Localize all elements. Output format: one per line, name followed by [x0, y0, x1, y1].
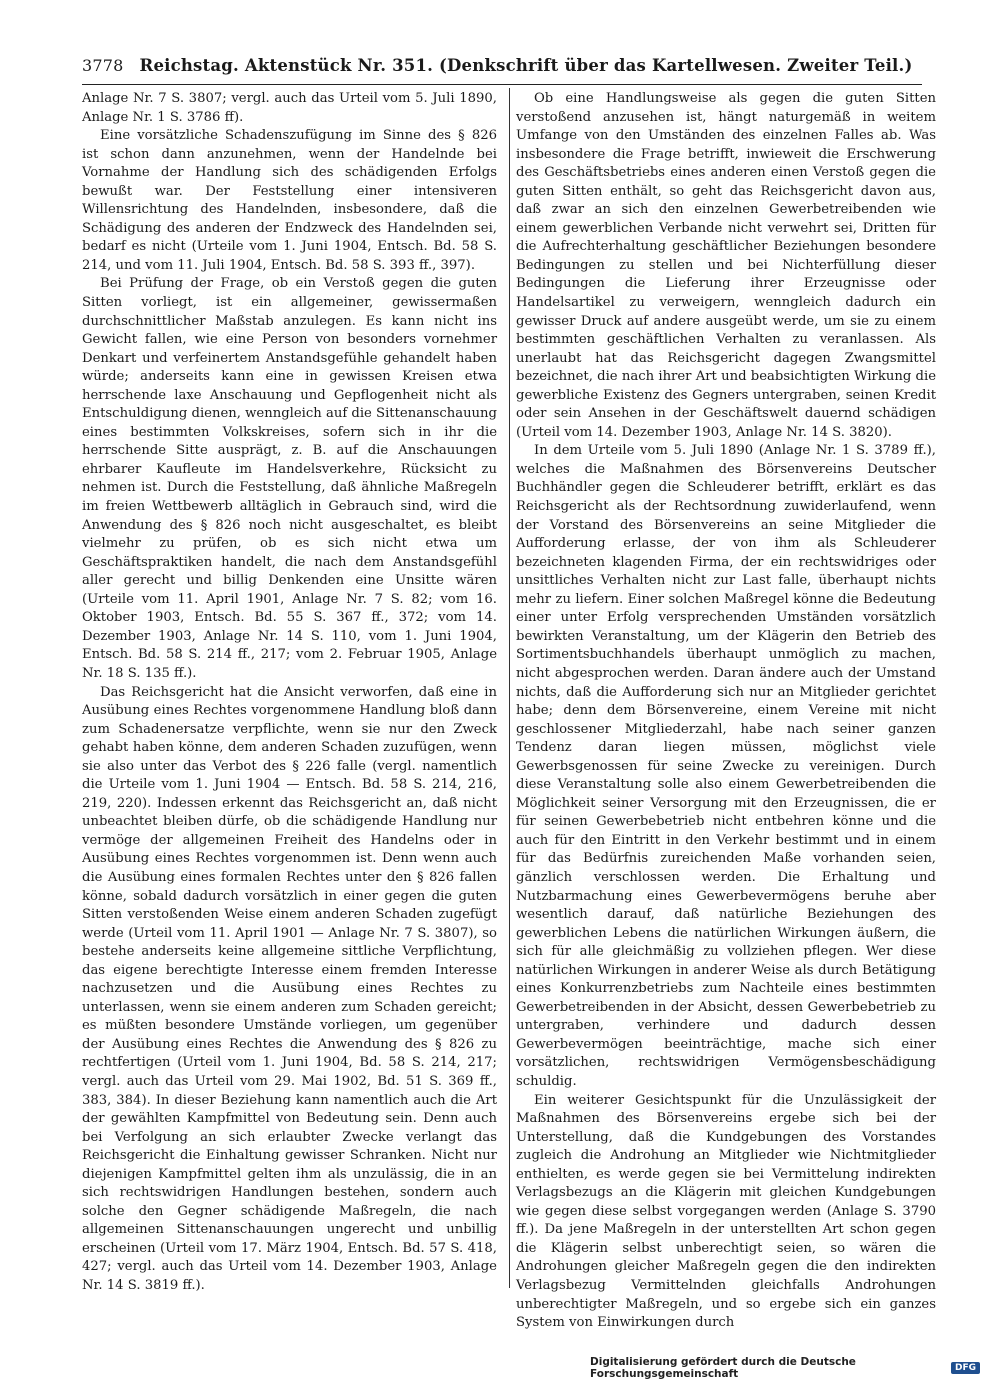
paragraph: Ob eine Handlungsweise als gegen die guten Sitten verstoßend anzusehen ist, hängt naturgemäß in weitem Umfange von den Umständen des einzelnen Falles ab. Was insbesondere die Frage betrifft, inwieweit die Erschwerung des Geschäftsbetriebs eines anderen einen Verstoß gegen die guten Sitten enthält, so geht das Reichsgericht davon aus, daß zwar an sich den einzelnen Gewerbetreibenden wie einem gewerblichen Verbande nicht verwehrt sei, Dritten für die Aufrechterhaltung geschäftlicher Beziehungen besondere Bedingungen zu stellen und bei Nichterfüllung dieser Bedingungen die Lieferung ihrer Erzeugnisse oder Handelsartikel zu verweigern, wenngleich dadurch ein gewisser Druck auf andere ausgeübt werde, um sie zu einem bestimmten geschäftlichen Verhalten zu veranlassen. Als unerlaubt hat das Reichsgericht dagegen Zwangsmittel bezeichnet, die nach ihrer Art und beabsichtigten Wirkung die gewerbliche Existenz des Gegners untergraben, seinen Kredit oder sein Ansehen in der Geschäftswelt dauernd schädigen (Urteil vom 14. Dezember 1903, Anlage Nr. 14 S. 3820).	[516, 91, 936, 440]
paragraph: In dem Urteile vom 5. Juli 1890 (Anlage Nr. 1 S. 3789 ff.), welches die Maßnahmen des Börsenvereins Deutscher Buchhändler gegen die Schleuderer betrifft, erklärt es das Reichsgericht als der Rechtsordnung zuwiderlaufend, wenn der Vorstand des Börsenvereins an seine Mitglieder die Aufforderung erlasse, der von ihm als Schleuderer bezeichneten klagenden Firma, der ein rechtswidriges oder unsittliches Verhalten nicht zur Last falle, überhaupt nichts mehr zu liefern. Einer solchen Maßregel könne die Bedeutung einer unter Erfolg versprechenden Umständen vorsätzlich bewirkten Veranstaltung, um der Klägerin den Betrieb des Sortimentsbuchhandels überhaupt unmöglich zu machen, nicht abgesprochen werden. Daran ändere auch der Umstand nichts, daß die Aufforderung sich nur an Mitglieder gerichtet habe; denn dem Börsenvereine, einem Vereine mit nicht geschlossener Mitgliederzahl, habe nach seiner ganzen Tendenz daran liegen müssen, möglichst viele Gewerbsgenossen für seine Zwecke zu vereinigen. Durch diese Veranstaltung solle also einem Gewerbetreibenden die Möglichkeit seiner Versorgung mit den Erzeugnissen, die er für seinen Gewerbebetrieb nicht entbehren könne und die auch für den Eintritt in den Verkehr bestimmt und in einem für das Bedürfnis zureichenden Maße vorhanden seien, gänzlich verschlossen werden. Die Erhaltung und Nutzbarmachung eines Gewerbevermögens beruhe aber wesentlich darauf, daß natürliche Beziehungen des gewerblichen Lebens die natürlichen Wirkungen äußern, die sich für alle gleichmäßig zu vollziehen pflegen. Wer diese natürlichen Wirkungen in anderer Weise als durch Betätigung eines Konkurrenzbetriebs zum Nachteile eines bestimmten Gewerbetreibenden in der Absicht, dessen Gewerbebetrieb zu untergraben, verhindere und dadurch dessen Gewerbevermögen beeinträchtige, mache sich einer vorsätzlichen, rechtswidrigen Vermögensbeschädigung schuldig.	[516, 443, 936, 1089]
page-title: Reichstag. Aktenstück Nr. 351. (Denkschrift über das Kartellwesen. Zweiter Teil.)	[139, 56, 913, 75]
left-column	[82, 90, 497, 1296]
right-column	[516, 90, 936, 1333]
header-rule	[82, 84, 922, 85]
funding-footer	[590, 1356, 980, 1380]
paragraph: Eine vorsätzliche Schadenszufügung im Sinne des § 826 ist schon dann anzunehmen, wenn der Handelnde bei Vornahme der Handlung sich des schädigenden Erfolgs bewußt war. Der Feststellung einer intensiveren Willensrichtung des Handelnden, insbesondere, daß die Schädigung des anderen der Endzweck des Handelnden sei, bedarf es nicht (Urteile vom 1. Juni 1904, Entsch. Bd. 58 S. 214, und vom 11. Juli 1904, Entsch. Bd. 58 S. 393 ff., 397).	[82, 128, 497, 273]
paragraph: Das Reichsgericht hat die Ansicht verworfen, daß eine in Ausübung eines Rechtes vorgenommene Handlung bloß dann zum Schadenersatze verpflichte, wenn sie nur den Zweck gehabt haben könne, dem anderen Schaden zuzufügen, wenn sie also unter das Verbot des § 226 falle (vergl. namentlich die Urteile vom 1. Juni 1904 — Entsch. Bd. 58 S. 214, 216, 219, 220). Indessen erkennt das Reichsgericht an, daß nicht unbeachtet bleiben dürfe, ob die schädigende Handlung nur vermöge der allgemeinen Freiheit des Handelns oder in Ausübung eines Rechtes vorgenommen ist. Denn wenn auch die Ausübung eines formalen Rechtes unter den § 826 fallen könne, sobald dadurch vorsätzlich in einer gegen die guten Sitten verstoßenden Weise einem anderen Schaden zugefügt werde (Urteil vom 11. April 1901 — Anlage Nr. 7 S. 3807), so bestehe anderseits keine allgemeine sittliche Verpflichtung, das eigene berechtigte Interesse einem fremden Interesse nachzusetzen und die Ausübung eines Rechtes zu unterlassen, wenn sie einem anderen zum Schaden gereicht; es müßten besondere Umstände vorliegen, um gegenüber der Ausübung eines Rechtes die Anwendung des § 826 zu rechtfertigen (Urteil vom 1. Juni 1904, Bd. 58 S. 214, 217; vergl. auch das Urteil vom 29. Mai 1902, Bd. 51 S. 369 ff., 383, 384). In dieser Beziehung kann namentlich auch die Art der gewählten Kampfmittel von Bedeutung sein. Denn auch bei Verfolgung an sich erlaubter Zwecke verlangt das Reichsgericht die Einhaltung gewisser Schranken. Nicht nur diejenigen Kampfmittel gelten ihm als unzulässig, die in an sich rechtswidrigen Handlungen bestehen, sondern auch solche den Gegner schädigende Maßregeln, die nach allgemeinen Sittenanschauungen ungerecht und unbillig erscheinen (Urteil vom 17. März 1904, Entsch. Bd. 57 S. 418, 427; vergl. auch das Urteil vom 14. Dezember 1903, Anlage Nr. 14 S. 3819 ff.).	[82, 684, 497, 1293]
column-divider	[509, 88, 510, 1288]
paragraph: Anlage Nr. 7 S. 3807; vergl. auch das Urteil vom 5. Juli 1890, Anlage Nr. 1 S. 3786 ff).	[82, 91, 497, 125]
paragraph: Ein weiterer Gesichtspunkt für die Unzulässigkeit der Maßnahmen des Börsenvereins ergebe sich bei der Unterstellung, daß die Kundgebungen des Vorstandes zugleich die Androhung an Mitglieder wie Nichtmitglieder enthielten, es werde gegen sie bei Vermittelung indirekten Verlagsbezugs an die Klägerin mit gleichen Kundgebungen wie gegen diese selbst vorgegangen werden (Anlage S. 3790 ff.). Da jene Maßregeln in der unterstellten Art schon gegen die Klägerin selbst unberechtigt seien, so wären die Androhungen gleicher Maßregeln gegen die den indirekten Verlagsbezug Vermittelnden gleichfalls Androhungen unberechtigter Maßregeln, und so ergebe sich ein ganzes System von Einwirkungen durch	[516, 1092, 936, 1331]
paragraph: Bei Prüfung der Frage, ob ein Verstoß gegen die guten Sitten vorliegt, ist ein allgemeiner, gewissermaßen durchschnittlicher Maßstab anzulegen. Es kann nicht ins Gewicht fallen, wie eine Person von besonders vornehmer Denkart und verfeinertem Anstandsgefühle gehandelt haben würde; anderseits kann eine in gewissen Kreisen etwa herrschende laxe Anschauung und Gepflogenheit nicht als Entschuldigung dienen, wenngleich auf die Sittenanschauung eines bestimmten Volkskreises, sofern sich in ihr die herrschende Sitte ausprägt, z. B. auf die Anschauungen ehrbarer Kaufleute im Handelsverkehre, Rücksicht zu nehmen ist. Durch die Feststellung, daß ähnliche Maßregeln im freien Wettbewerb alltäglich in Gebrauch sind, wird die Anwendung des § 826 noch nicht ausgeschaltet, es bleibt vielmehr zu prüfen, ob es sich nicht etwa um Geschäftspraktiken handelt, die nach dem Anstandsgefühl aller gerecht und billig Denkenden eine Unsitte wären (Urteile vom 11. April 1901, Anlage Nr. 7 S. 82; vom 16. Oktober 1903, Entsch. Bd. 55 S. 367 ff., 372; vom 14. Dezember 1903, Anlage Nr. 14 S. 110, vom 1. Juni 1904, Entsch. Bd. 58 S. 214 ff., 217; vom 2. Februar 1905, Anlage Nr. 18 S. 135 ff.).	[82, 276, 497, 681]
page-header	[82, 56, 920, 82]
funding-note: Digitalisierung gefördert durch die Deutsche Forschungsgemeinschaft	[590, 1356, 856, 1380]
dfg-logo-icon: DFG	[951, 1362, 980, 1374]
page-number: 3778	[82, 56, 124, 75]
